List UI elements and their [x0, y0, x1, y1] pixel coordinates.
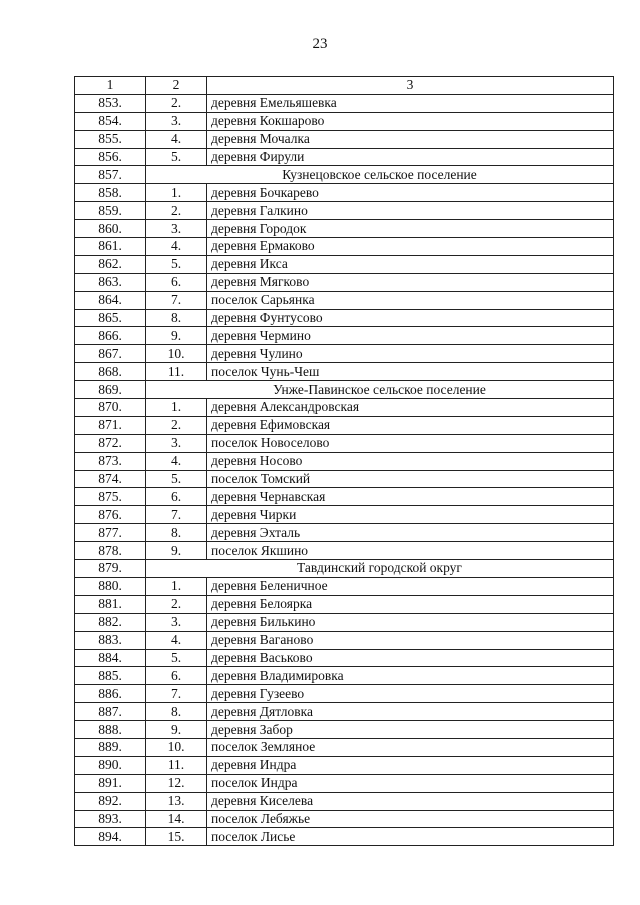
settlement-name: деревня Чулино — [207, 345, 614, 363]
settlement-name: деревня Галкино — [207, 202, 614, 220]
sub-number: 2. — [146, 94, 207, 112]
sub-number: 3. — [146, 434, 207, 452]
table-row — [75, 828, 614, 846]
sub-number: 13. — [146, 792, 207, 810]
sub-number: 2. — [146, 202, 207, 220]
table-row — [75, 327, 614, 345]
sub-number: 14. — [146, 810, 207, 828]
table-row — [75, 738, 614, 756]
row-number: 863. — [75, 273, 146, 291]
row-number: 894. — [75, 828, 146, 846]
table-row — [75, 703, 614, 721]
sub-number: 8. — [146, 309, 207, 327]
sub-number: 7. — [146, 291, 207, 309]
settlement-name: поселок Якшино — [207, 542, 614, 560]
settlement-name: деревня Ефимовская — [207, 416, 614, 434]
row-number: 886. — [75, 685, 146, 703]
settlement-name: деревня Мягково — [207, 273, 614, 291]
settlement-name: деревня Беленичное — [207, 577, 614, 595]
sub-number: 15. — [146, 828, 207, 846]
table-row — [75, 470, 614, 488]
column-header-3: 3 — [207, 77, 614, 95]
row-number: 857. — [75, 166, 146, 184]
row-number: 883. — [75, 631, 146, 649]
settlement-name: деревня Чермино — [207, 327, 614, 345]
settlement-name: деревня Эхталь — [207, 524, 614, 542]
settlement-name: деревня Билькино — [207, 613, 614, 631]
row-number: 872. — [75, 434, 146, 452]
table-body — [75, 77, 614, 846]
settlement-name: деревня Дятловка — [207, 703, 614, 721]
sub-number: 9. — [146, 542, 207, 560]
table-row — [75, 309, 614, 327]
row-number: 881. — [75, 595, 146, 613]
settlement-name: деревня Фирули — [207, 148, 614, 166]
row-number: 861. — [75, 238, 146, 256]
settlement-name: поселок Новоселово — [207, 434, 614, 452]
sub-number: 4. — [146, 452, 207, 470]
sub-number: 7. — [146, 685, 207, 703]
sub-number: 5. — [146, 255, 207, 273]
table-row — [75, 184, 614, 202]
sub-number: 2. — [146, 595, 207, 613]
column-header-2: 2 — [146, 77, 207, 95]
sub-number: 6. — [146, 273, 207, 291]
section-title: Унже-Павинское сельское поселение — [146, 381, 614, 399]
settlement-name: деревня Городок — [207, 220, 614, 238]
sub-number: 4. — [146, 238, 207, 256]
row-number: 856. — [75, 148, 146, 166]
settlement-name: деревня Носово — [207, 452, 614, 470]
row-number: 877. — [75, 524, 146, 542]
row-number: 858. — [75, 184, 146, 202]
row-number: 884. — [75, 649, 146, 667]
sub-number: 10. — [146, 345, 207, 363]
row-number: 871. — [75, 416, 146, 434]
settlement-name: деревня Гузеево — [207, 685, 614, 703]
row-number: 873. — [75, 452, 146, 470]
sub-number: 8. — [146, 703, 207, 721]
settlement-name: деревня Индра — [207, 756, 614, 774]
settlement-name: деревня Емельяшевка — [207, 94, 614, 112]
settlement-name: деревня Васьково — [207, 649, 614, 667]
table-row — [75, 220, 614, 238]
table-row — [75, 416, 614, 434]
sub-number: 1. — [146, 184, 207, 202]
row-number: 882. — [75, 613, 146, 631]
sub-number: 6. — [146, 667, 207, 685]
table-row — [75, 506, 614, 524]
table-row — [75, 631, 614, 649]
row-number: 860. — [75, 220, 146, 238]
sub-number: 2. — [146, 416, 207, 434]
settlement-name: деревня Мочалка — [207, 130, 614, 148]
row-number: 892. — [75, 792, 146, 810]
page-number: 23 — [312, 36, 328, 52]
row-number: 862. — [75, 255, 146, 273]
row-number: 868. — [75, 363, 146, 381]
table-row — [75, 488, 614, 506]
sub-number: 4. — [146, 130, 207, 148]
table-row — [75, 756, 614, 774]
table-row — [75, 255, 614, 273]
table-row — [75, 345, 614, 363]
row-number: 887. — [75, 703, 146, 721]
row-number: 888. — [75, 721, 146, 739]
row-number: 866. — [75, 327, 146, 345]
row-number: 880. — [75, 577, 146, 595]
settlement-name: деревня Киселева — [207, 792, 614, 810]
settlement-name: поселок Лебяжье — [207, 810, 614, 828]
table-row — [75, 291, 614, 309]
section-row — [75, 381, 614, 399]
row-number: 878. — [75, 542, 146, 560]
settlement-name: деревня Белоярка — [207, 595, 614, 613]
settlement-name: поселок Индра — [207, 774, 614, 792]
table-header-row — [75, 77, 614, 95]
sub-number: 7. — [146, 506, 207, 524]
table-row — [75, 774, 614, 792]
sub-number: 1. — [146, 577, 207, 595]
sub-number: 11. — [146, 363, 207, 381]
settlement-name: деревня Ваганово — [207, 631, 614, 649]
table-row — [75, 542, 614, 560]
row-number: 874. — [75, 470, 146, 488]
table-row — [75, 363, 614, 381]
sub-number: 3. — [146, 220, 207, 238]
section-row — [75, 166, 614, 184]
row-number: 891. — [75, 774, 146, 792]
column-header-1: 1 — [75, 77, 146, 95]
settlement-name: деревня Бочкарево — [207, 184, 614, 202]
row-number: 889. — [75, 738, 146, 756]
settlement-name: деревня Забор — [207, 721, 614, 739]
settlement-name: деревня Владимировка — [207, 667, 614, 685]
sub-number: 4. — [146, 631, 207, 649]
settlement-name: поселок Томский — [207, 470, 614, 488]
sub-number: 10. — [146, 738, 207, 756]
settlement-name: поселок Чунь-Чеш — [207, 363, 614, 381]
table-row — [75, 434, 614, 452]
sub-number: 3. — [146, 112, 207, 130]
row-number: 865. — [75, 309, 146, 327]
sub-number: 5. — [146, 649, 207, 667]
row-number: 875. — [75, 488, 146, 506]
row-number: 864. — [75, 291, 146, 309]
row-number: 893. — [75, 810, 146, 828]
section-row — [75, 560, 614, 578]
table-row — [75, 649, 614, 667]
row-number: 870. — [75, 399, 146, 417]
section-title: Тавдинский городской округ — [146, 560, 614, 578]
table-row — [75, 273, 614, 291]
table-row — [75, 721, 614, 739]
settlement-name: поселок Сарьянка — [207, 291, 614, 309]
settlement-name: деревня Фунтусово — [207, 309, 614, 327]
table-row — [75, 595, 614, 613]
settlement-name: деревня Кокшарово — [207, 112, 614, 130]
table-row — [75, 202, 614, 220]
sub-number: 9. — [146, 721, 207, 739]
sub-number: 8. — [146, 524, 207, 542]
row-number: 876. — [75, 506, 146, 524]
row-number: 890. — [75, 756, 146, 774]
row-number: 879. — [75, 560, 146, 578]
sub-number: 5. — [146, 148, 207, 166]
sub-number: 5. — [146, 470, 207, 488]
row-number: 885. — [75, 667, 146, 685]
settlement-name: деревня Чернавская — [207, 488, 614, 506]
table-row — [75, 810, 614, 828]
table-row — [75, 577, 614, 595]
sub-number: 3. — [146, 613, 207, 631]
sub-number: 11. — [146, 756, 207, 774]
table-row — [75, 112, 614, 130]
table-row — [75, 685, 614, 703]
settlement-name: деревня Ермаково — [207, 238, 614, 256]
row-number: 853. — [75, 94, 146, 112]
table-row — [75, 130, 614, 148]
table-row — [75, 792, 614, 810]
sub-number: 1. — [146, 399, 207, 417]
table-row — [75, 94, 614, 112]
settlement-name: деревня Икса — [207, 255, 614, 273]
sub-number: 6. — [146, 488, 207, 506]
settlements-table — [74, 76, 614, 846]
table-row — [75, 613, 614, 631]
table-row — [75, 148, 614, 166]
row-number: 867. — [75, 345, 146, 363]
settlement-name: деревня Чирки — [207, 506, 614, 524]
table-row — [75, 667, 614, 685]
section-title: Кузнецовское сельское поселение — [146, 166, 614, 184]
settlement-name: поселок Лисье — [207, 828, 614, 846]
row-number: 855. — [75, 130, 146, 148]
table-row — [75, 524, 614, 542]
row-number: 859. — [75, 202, 146, 220]
table-row — [75, 238, 614, 256]
table-row — [75, 399, 614, 417]
sub-number: 9. — [146, 327, 207, 345]
settlement-name: поселок Земляное — [207, 738, 614, 756]
settlement-name: деревня Александровская — [207, 399, 614, 417]
row-number: 869. — [75, 381, 146, 399]
row-number: 854. — [75, 112, 146, 130]
sub-number: 12. — [146, 774, 207, 792]
table-row — [75, 452, 614, 470]
